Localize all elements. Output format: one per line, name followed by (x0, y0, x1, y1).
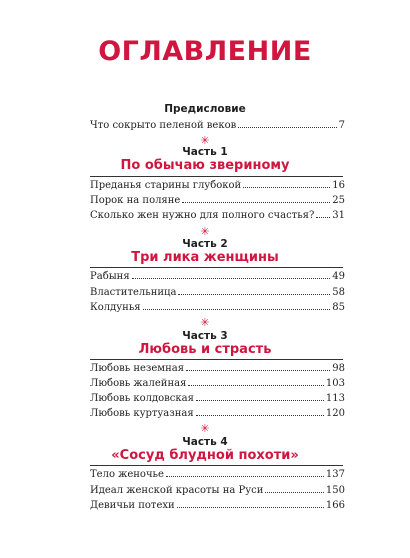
part-title: Три лика женщины (131, 250, 279, 265)
part-label: Часть 2 (182, 238, 228, 250)
entry-title: Любовь жалейная (90, 378, 187, 389)
part-title: «Сосуд блудной похоти» (111, 448, 299, 463)
dot-leader (166, 467, 324, 477)
entry-page: 7 (338, 120, 345, 131)
divider-asterisk: ✳ (200, 316, 210, 329)
entry-title: Рабыня (90, 271, 130, 282)
entry-page: 137 (325, 469, 345, 480)
part-label: Часть 1 (182, 146, 228, 158)
dot-leader (182, 193, 330, 203)
entry-title: Любовь неземная (90, 363, 185, 374)
entry-page: 58 (332, 287, 345, 298)
entry-page: 98 (332, 363, 345, 374)
part-label: Часть 4 (182, 436, 228, 448)
entry-title: Преданья старины глубокой (90, 180, 242, 191)
dot-leader (265, 483, 324, 493)
page-title: ОГЛАВЛЕНИЕ (98, 36, 312, 67)
dot-leader (196, 406, 324, 416)
toc-entry[interactable] (90, 406, 345, 420)
part-title: По обычаю звериному (120, 158, 290, 173)
dot-leader (177, 498, 324, 508)
entry-title: Идеал женской красоты на Руси (90, 485, 264, 496)
entry-page: 103 (325, 378, 345, 389)
toc-entry[interactable] (90, 208, 345, 222)
entry-page: 120 (325, 408, 345, 419)
dot-leader (243, 178, 330, 188)
entry-title: Любовь колдовская (90, 393, 194, 404)
toc-entry[interactable] (90, 300, 345, 314)
entry-title: Любовь куртуазная (90, 408, 194, 419)
entry-page: 49 (332, 271, 345, 282)
entry-title: Колдунья (90, 302, 141, 313)
entry-page: 113 (325, 393, 345, 404)
dot-leader (132, 269, 331, 279)
divider-asterisk: ✳ (200, 225, 210, 238)
dot-leader (143, 300, 331, 310)
dot-leader (238, 118, 336, 128)
divider-asterisk: ✳ (200, 422, 210, 435)
toc-entry[interactable] (90, 361, 345, 375)
dot-leader (186, 361, 330, 371)
part-rule (90, 359, 343, 360)
entry-page: 31 (332, 210, 345, 221)
dot-leader (196, 391, 324, 401)
entry-title: Девичьи потехи (90, 500, 175, 511)
toc-entry[interactable] (90, 376, 345, 390)
entry-title: Властительница (90, 287, 177, 298)
part-rule (90, 176, 343, 177)
entry-page: 166 (325, 500, 345, 511)
toc-entry[interactable] (90, 178, 345, 192)
entry-title: Порок на поляне (90, 195, 181, 206)
dot-leader (188, 376, 324, 386)
entry-title: Тело женочье (90, 469, 164, 480)
toc-entry[interactable] (90, 269, 345, 283)
entry-page: 150 (325, 485, 345, 496)
toc-entry[interactable] (90, 483, 345, 497)
entry-page: 25 (332, 195, 345, 206)
entry-page: 16 (332, 180, 345, 191)
part-title: Любовь и страсть (138, 342, 272, 357)
part-rule (90, 465, 343, 466)
toc-entry[interactable] (90, 391, 345, 405)
dot-leader (316, 208, 330, 218)
toc-entry[interactable] (90, 498, 345, 512)
part-rule (90, 267, 343, 268)
part-label: Часть 3 (182, 330, 228, 342)
dot-leader (178, 285, 330, 295)
preface-heading: Предисловие (164, 103, 246, 115)
toc-entry[interactable] (90, 193, 345, 207)
toc-entry[interactable] (90, 467, 345, 481)
entry-title: Сколько жен нужно для полного счастья? (90, 210, 315, 221)
divider-asterisk: ✳ (200, 134, 210, 147)
toc-entry[interactable] (90, 285, 345, 299)
entry-title: Что сокрыто пеленой веков (90, 120, 237, 131)
entry-page: 85 (332, 302, 345, 313)
toc-entry[interactable] (90, 118, 345, 132)
